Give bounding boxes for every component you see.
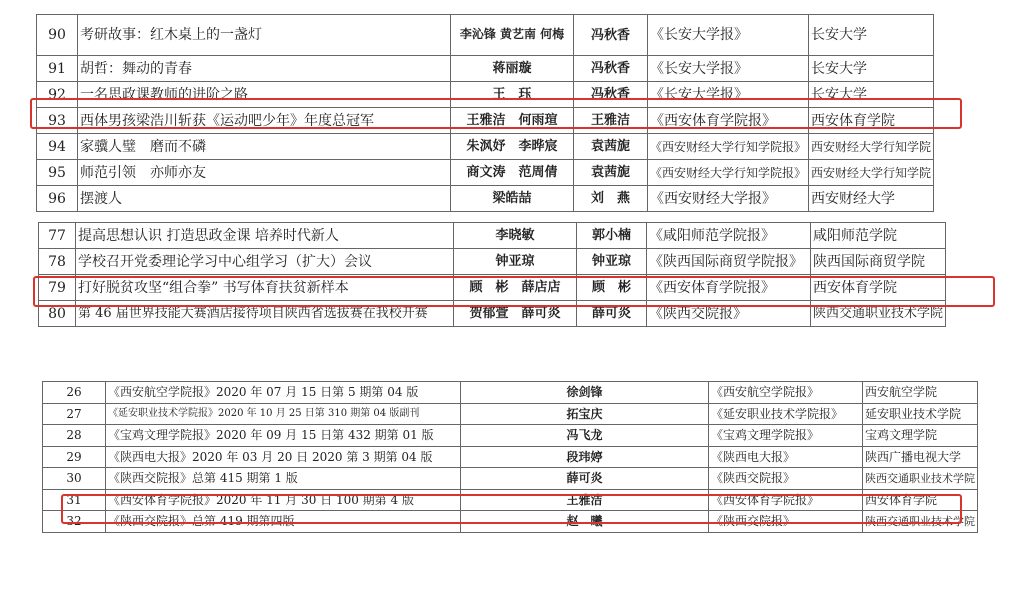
table-row — [43, 446, 978, 468]
issue-info: 《陕西交院报》总第 419 期第四版 — [106, 511, 461, 533]
editor: 段玮婷 — [461, 446, 709, 468]
institution: 陕西广播电视大学 — [863, 446, 978, 468]
article-title: 学校召开党委理论学习中心组学习（扩大）会议 — [76, 249, 454, 275]
editor: 薛可炎 — [461, 468, 709, 490]
editor: 顾 彬 — [577, 275, 647, 301]
editor: 冯秋香 — [574, 56, 648, 82]
table-row — [43, 425, 978, 447]
article-title: 一名思政课教师的进阶之路 — [78, 82, 451, 108]
row-number: 79 — [39, 275, 76, 301]
row-number: 94 — [37, 134, 78, 160]
institution: 西安航空学院 — [863, 382, 978, 404]
authors: 朱沨妤 李晔宸 — [451, 134, 574, 160]
table-row — [37, 134, 934, 160]
row-number: 90 — [37, 15, 78, 56]
row-number: 93 — [37, 108, 78, 134]
issue-info: 《西安体育学院报》2020 年 11 月 30 日 100 期第 4 版 — [106, 489, 461, 511]
newspaper: 《陕西交院报》 — [647, 301, 811, 327]
article-title: 师范引领 亦师亦友 — [78, 160, 451, 186]
editor: 钟亚琼 — [577, 249, 647, 275]
newspaper: 《西安财经大学报》 — [648, 186, 809, 212]
institution: 长安大学 — [809, 15, 934, 56]
editor: 冯飞龙 — [461, 425, 709, 447]
institution: 西安体育学院 — [809, 108, 934, 134]
newspaper: 《陕西交院报》 — [709, 468, 863, 490]
table-row — [43, 403, 978, 425]
table-row — [39, 249, 946, 275]
table-row — [43, 468, 978, 490]
editor: 赵 曦 — [461, 511, 709, 533]
newspaper: 《陕西国际商贸学院报》 — [647, 249, 811, 275]
institution: 西安财经大学行知学院 — [809, 134, 934, 160]
institution: 咸阳师范学院 — [811, 223, 946, 249]
row-number: 96 — [37, 186, 78, 212]
row-number: 80 — [39, 301, 76, 327]
row-number: 27 — [43, 403, 106, 425]
row-number: 32 — [43, 511, 106, 533]
row-number: 30 — [43, 468, 106, 490]
issue-info: 《延安职业技术学院报》2020 年 10 月 25 日第 310 期第 04 版副刊 — [106, 403, 461, 425]
newspaper: 《西安航空学院报》 — [709, 382, 863, 404]
issue-info: 《西安航空学院报》2020 年 07 月 15 日第 5 期第 04 版 — [106, 382, 461, 404]
row-number: 78 — [39, 249, 76, 275]
institution: 西安财经大学 — [809, 186, 934, 212]
table-row — [37, 15, 934, 56]
article-title: 家骥人璧 磨而不磷 — [78, 134, 451, 160]
newspaper: 《西安财经大学行知学院报》 — [648, 160, 809, 186]
institution: 宝鸡文理学院 — [863, 425, 978, 447]
row-number: 95 — [37, 160, 78, 186]
issue-info: 《宝鸡文理学院报》2020 年 09 月 15 日第 432 期第 01 版 — [106, 425, 461, 447]
newspaper: 《陕西交院报》 — [709, 511, 863, 533]
institution: 长安大学 — [809, 82, 934, 108]
table-row — [37, 56, 934, 82]
newspaper: 《西安体育学院报》 — [709, 489, 863, 511]
authors: 顾 彬 薛店店 — [454, 275, 577, 301]
issue-info: 《陕西交院报》总第 415 期第 1 版 — [106, 468, 461, 490]
row-number: 29 — [43, 446, 106, 468]
newspaper: 《西安财经大学行知学院报》 — [648, 134, 809, 160]
highlight-box — [30, 98, 962, 129]
institution: 西安体育学院 — [863, 489, 978, 511]
article-title: 胡哲：舞动的青春 — [78, 56, 451, 82]
article-title: 第 46 届世界技能大赛酒店接待项目陕西省选拔赛在我校开赛 — [76, 301, 454, 327]
issue-info: 《陕西电大报》2020 年 03 月 20 日 2020 第 3 期第 04 版 — [106, 446, 461, 468]
article-title: 打好脱贫攻坚“组合拳” 书写体育扶贫新样本 — [76, 275, 454, 301]
authors: 王雅洁 何雨瑄 — [451, 108, 574, 134]
authors: 贺郁萱 薛可炎 — [454, 301, 577, 327]
newspaper: 《咸阳师范学院报》 — [647, 223, 811, 249]
authors: 李晓敏 — [454, 223, 577, 249]
authors: 商文涛 范周倩 — [451, 160, 574, 186]
institution: 陕西交通职业技术学院 — [863, 468, 978, 490]
institution: 陕西国际商贸学院 — [811, 249, 946, 275]
table-row — [39, 223, 946, 249]
newspaper: 《陕西电大报》 — [709, 446, 863, 468]
authors: 李沁锋 黄艺南 何梅 — [451, 15, 574, 56]
authors: 钟亚琼 — [454, 249, 577, 275]
newspaper: 《西安体育学院报》 — [647, 275, 811, 301]
award-table-2 — [38, 222, 946, 327]
authors: 梁皓喆 — [451, 186, 574, 212]
editor: 冯秋香 — [574, 15, 648, 56]
institution: 陕西交通职业技术学院 — [811, 301, 946, 327]
editor: 刘 燕 — [574, 186, 648, 212]
article-title: 西体男孩梁浩川斩获《运动吧少年》年度总冠军 — [78, 108, 451, 134]
newspaper: 《西安体育学院报》 — [648, 108, 809, 134]
editor: 拓宝庆 — [461, 403, 709, 425]
editor: 薛可炎 — [577, 301, 647, 327]
newspaper: 《长安大学报》 — [648, 15, 809, 56]
newspaper: 《长安大学报》 — [648, 56, 809, 82]
article-title: 考研故事：红木桌上的一盏灯 — [78, 15, 451, 56]
table-row — [37, 186, 934, 212]
institution: 西安财经大学行知学院 — [809, 160, 934, 186]
authors: 王 珏 — [451, 82, 574, 108]
editor: 袁茜旎 — [574, 134, 648, 160]
table-segment-2 — [38, 222, 946, 327]
newspaper: 《延安职业技术学院报》 — [709, 403, 863, 425]
institution: 长安大学 — [809, 56, 934, 82]
institution: 西安体育学院 — [811, 275, 946, 301]
row-number: 91 — [37, 56, 78, 82]
row-number: 31 — [43, 489, 106, 511]
article-title: 摆渡人 — [78, 186, 451, 212]
editor: 王雅洁 — [574, 108, 648, 134]
newspaper: 《宝鸡文理学院报》 — [709, 425, 863, 447]
editor: 王雅洁 — [461, 489, 709, 511]
table-row — [37, 160, 934, 186]
authors: 蒋丽璇 — [451, 56, 574, 82]
editor: 冯秋香 — [574, 82, 648, 108]
highlight-box — [33, 276, 995, 307]
editor: 徐剑锋 — [461, 382, 709, 404]
editor: 袁茜旎 — [574, 160, 648, 186]
row-number: 92 — [37, 82, 78, 108]
table-row — [43, 382, 978, 404]
row-number: 26 — [43, 382, 106, 404]
institution: 延安职业技术学院 — [863, 403, 978, 425]
row-number: 77 — [39, 223, 76, 249]
editor: 郭小楠 — [577, 223, 647, 249]
highlight-box — [61, 494, 962, 524]
article-title: 提高思想认识 打造思政金课 培养时代新人 — [76, 223, 454, 249]
newspaper: 《长安大学报》 — [648, 82, 809, 108]
institution: 陕西交通职业技术学院 — [863, 511, 978, 533]
row-number: 28 — [43, 425, 106, 447]
